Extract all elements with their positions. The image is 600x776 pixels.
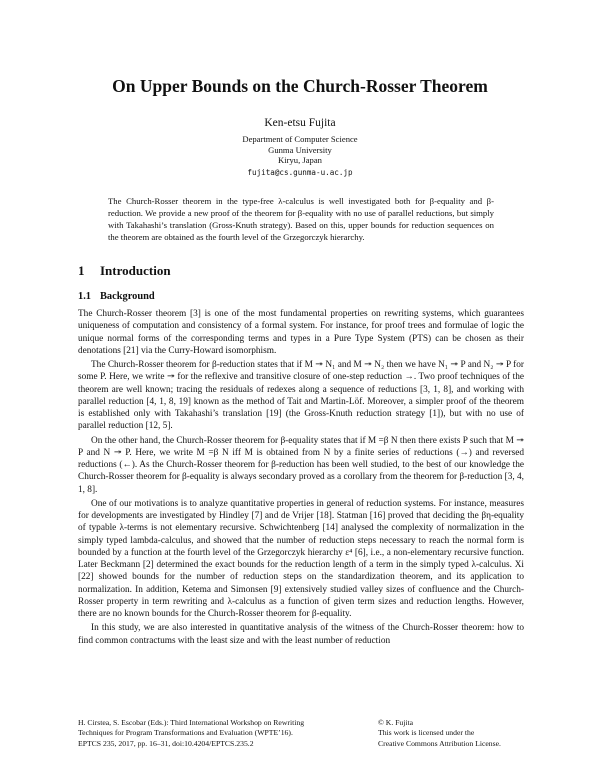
footer-citation [78,718,378,749]
paragraph: The Church-Rosser theorem for β-reduction states that if M ↠ N₁ and M ↠ N₂ then we have N₁ ↠ P and N₂ ↠ P for some P. Here, we write ↠ for the reflexive and transitive closure of one-step reduction →. Two proof techniques of the theorem are well known; tracing the residuals of redexes along a sequence of reductions [3, 1, 8], and working with parallel reduction [4, 1, 8, 19] known as the method of Tait and Martin-Löf. Moreover, a simpler proof of the theorem is established only with Takahashi’s translation [19] (the Gross-Knuth reduction strategy [1]), but with no use of parallel reduction [12, 5]. [78,360,524,432]
paragraph: In this study, we are also interested in quantitative analysis of the witness of the Church-Rosser theorem: how to find common contractums with the least size and with the least number of reduction [78,623,524,646]
license-line[interactable]: Creative Commons Attribution License. [378,738,501,748]
license-line: This work is licensed under the [378,728,475,738]
section-title: Introduction [100,263,171,278]
section-heading [78,263,171,279]
license-line: © K. Fujita [378,718,414,727]
author-email[interactable]: fujita@cs.gunma-u.ac.jp [247,167,353,177]
paper-title: On Upper Bounds on the Church-Rosser Theorem [112,76,488,96]
abstract-text: The Church-Rosser theorem in the type-free λ-calculus is well investigated both for β-equality and β-reduction. We provide a new proof of the theorem for β-equality with no use of parallel reductions, but simply with Takahashi’s translation (Gross-Knuth strategy). Based on this, upper bounds for reduction sequences on the theorem are obtained as the fourth level of the Grzegorczyk hierarchy. [108,196,494,242]
paragraph: The Church-Rosser theorem [3] is one of the most fundamental properties on rewriting systems, which guarantees uniqueness of computation and consistency of a formal system. For instance, for proof trees and formulae of logic the unique normal forms of the corresponding terms and types in a Pure Type System (PTS) can be chosen as their denotations [21] via the Curry-Howard isomorphism. [78,309,524,356]
affiliation-department: Department of Computer Science [242,134,358,144]
citation-line: Techniques for Program Transformations and Evaluation (WPTE’16). [78,728,293,738]
citation-line: H. Cirstea, S. Escobar (Eds.): Third International Workshop on Rewriting [78,718,305,727]
abstract [108,196,494,244]
footer-license [378,718,524,749]
subsection-number: 1.1 [78,291,91,302]
paragraph: One of our motivations is to analyze quantitative properties in general of reduction systems. For instance, measures for developments are investigated by Hindley [7] and de Vrijer [18]. Statman [16] proved that deciding the βη-equality of typable λ-terms is not elementary recursive. Schwichtenberg [14] analysed the complexity of normalization in the simply typed lambda-calculus, and showed that the number of reduction steps necessary to reach the normal form is bounded by a function at the fourth level of the Grzegorczyk hierarchy ε⁴ [6], i.e., a non-elementary recursive function. Later Beckmann [2] determined the exact bounds for the reduction length of a term in the simply typed λ-calculus. Xi [22] showed bounds for the number of reduction steps on the standardization theorem, and its application to normalization. In addition, Ketema and Simonsen [9] extensively studied valley sizes of confluence and the Church-Rosser property in term rewriting and λ-calculus as a function of given term sizes and reduction lengths. However, there are no known bounds for the Church-Rosser theorem for β-equality. [78,498,524,619]
section-number: 1 [78,263,85,278]
subsection-heading [78,291,155,302]
affiliation-university: Gunma University [268,144,332,155]
affiliation-location: Kiryu, Japan [278,155,322,166]
author-name: Ken-etsu Fujita [264,117,336,129]
body-text [78,308,524,649]
author-affiliation [0,134,600,178]
subsection-title: Background [100,291,155,302]
paragraph: On the other hand, the Church-Rosser theorem for β-equality states that if M =β N then there exists P such that M ↠ P and N ↠ P. Here, we write M =β N iff M is obtained from N by a finite series of reductions (→) and reversed reductions (←). As the Church-Rosser theorem for β-reduction has been well studied, to the best of our knowledge the Church-Rosser theorem for β-equality is always secondary proved as a corollary from the theorem for β-reduction [3, 4, 1, 8]. [78,435,525,495]
citation-line: EPTCS 235, 2017, pp. 16–31, doi:10.4204/EPTCS.235.2 [78,738,254,748]
